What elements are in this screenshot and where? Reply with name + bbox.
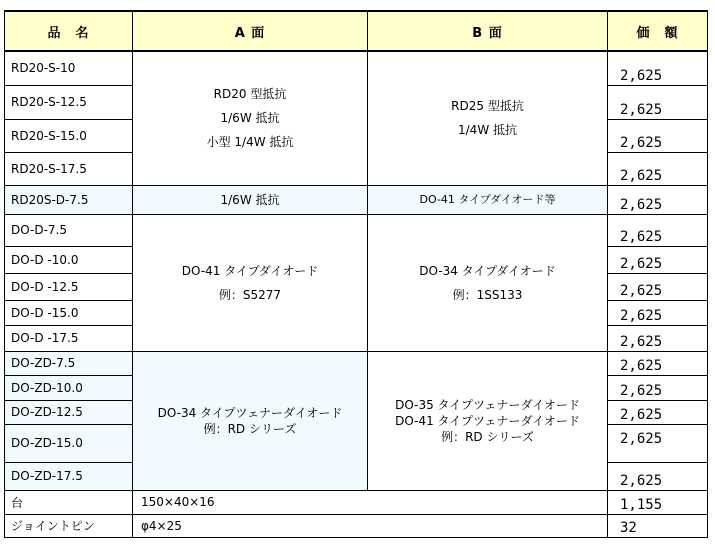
pin-spec: φ4×25: [133, 514, 608, 537]
price-cell: 2,625: [608, 85, 708, 119]
spec-line: 1/6W 抵抗: [220, 111, 280, 126]
price-cell: 2,625: [608, 424, 708, 462]
table-row: [5, 351, 708, 375]
base-spec: 150×40×16: [133, 490, 608, 514]
price-cell: 2,625: [608, 351, 708, 375]
product-name: DO-ZD-17.5: [5, 462, 133, 490]
price-cell: 2,625: [608, 51, 708, 85]
price-cell: 2,625: [608, 300, 708, 325]
price-cell: 2,625: [608, 462, 708, 490]
header-row: [5, 11, 708, 51]
product-name: DO-ZD-15.0: [5, 424, 133, 462]
do-d-side-a: [133, 214, 368, 351]
product-name: DO-D -17.5: [5, 325, 133, 351]
product-name: RD20-S-12.5: [5, 85, 133, 119]
product-name: RD20-S-17.5: [5, 152, 133, 185]
price-cell: 2,625: [608, 400, 708, 424]
product-name: 台: [5, 490, 133, 514]
price-cell: 2,625: [608, 119, 708, 152]
spec-line: DO-41 タイプダイオード: [181, 263, 319, 278]
product-name: RD20-S-10: [5, 51, 133, 85]
header-name: 品 名: [5, 11, 133, 51]
price-cell: 2,625: [608, 246, 708, 273]
table-row: [5, 185, 708, 214]
product-name: DO-D-7.5: [5, 214, 133, 246]
product-name: DO-ZD-7.5: [5, 351, 133, 375]
price-cell: 2,625: [608, 152, 708, 185]
spec-line: 例：1SS133: [452, 287, 523, 302]
rd20sd-side-a: 1/6W 抵抗: [133, 185, 368, 214]
product-name: RD20S-D-7.5: [5, 185, 133, 214]
product-name: DO-ZD-10.0: [5, 375, 133, 400]
product-name: DO-D -10.0: [5, 246, 133, 273]
spec-line: 小型 1/4W 抵抗: [206, 135, 294, 150]
price-cell: 1,155: [608, 490, 708, 514]
do-zd-side-b: [368, 351, 608, 490]
rd20-side-a: [133, 51, 368, 185]
header-side-a: A 面: [133, 11, 368, 51]
product-name: DO-D -15.0: [5, 300, 133, 325]
table-row: [5, 214, 708, 246]
spec-line: DO-35 タイプツェナーダイオード: [395, 397, 580, 412]
rd20sd-side-b: DO-41 タイプダイオード等: [368, 185, 608, 214]
product-name: ジョイントピン: [5, 514, 133, 537]
spec-line: DO-34 タイプダイオード: [419, 263, 556, 278]
rd20-side-b: [368, 51, 608, 185]
spec-line: RD25 型抵抗: [451, 99, 524, 114]
table-row: [5, 51, 708, 85]
price-table: [4, 10, 708, 538]
do-zd-side-a: [133, 351, 368, 490]
spec-line: 例：S5277: [218, 287, 282, 302]
header-side-b: B 面: [368, 11, 608, 51]
spec-line: DO-34 タイプツェナーダイオード: [157, 405, 343, 420]
price-cell: 2,625: [608, 325, 708, 351]
spec-line: RD20 型抵抗: [213, 87, 287, 102]
spec-line: 1/4W 抵抗: [458, 123, 517, 138]
price-cell: 2,625: [608, 375, 708, 400]
price-cell: 32: [608, 514, 708, 537]
price-cell: 2,625: [608, 214, 708, 246]
price-cell: 2,625: [608, 185, 708, 214]
spec-line: DO-41 タイプツェナーダイオード: [395, 413, 580, 428]
spec-line: 例：RD シリーズ: [441, 429, 534, 444]
spec-line: 例：RD シリーズ: [203, 421, 297, 436]
product-name: DO-D -12.5: [5, 273, 133, 300]
table-row: [5, 490, 708, 514]
product-name: DO-ZD-12.5: [5, 400, 133, 424]
product-name: RD20-S-15.0: [5, 119, 133, 152]
table-row: [5, 514, 708, 537]
do-d-side-b: [368, 214, 608, 351]
price-cell: 2,625: [608, 273, 708, 300]
header-price: 価 額: [608, 11, 708, 51]
